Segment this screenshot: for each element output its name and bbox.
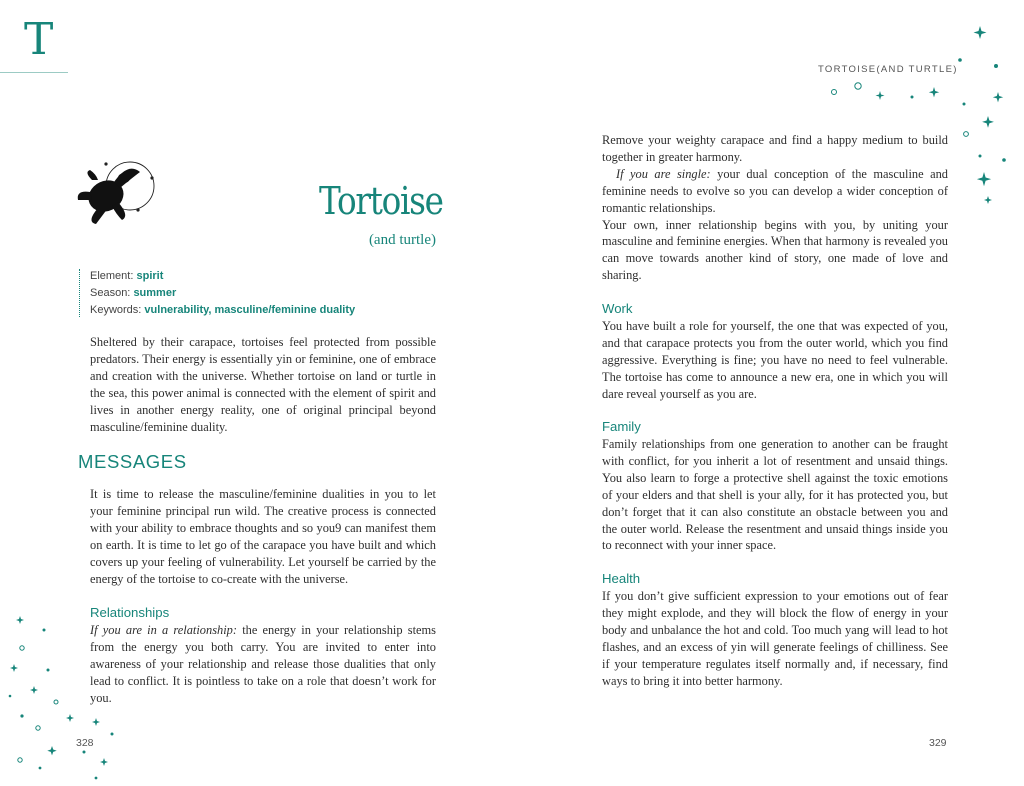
sparkle-star-icon <box>993 92 1003 102</box>
meta-season: Season: summer <box>90 287 177 299</box>
ring <box>18 758 22 762</box>
dot <box>963 103 966 106</box>
relationships-paragraph: If you are in a relationship: the energy in your relationship stems from the energy you both carry. You are invited to enter into awareness of your relationship and release those dualities that only lead to conflict. It is pointless to take on a role that doesn’t work for you. <box>90 623 436 705</box>
header-rule <box>0 72 68 73</box>
sparkle-star-icon <box>47 746 56 755</box>
running-head: TORTOISE(AND TURTLE) <box>818 64 958 75</box>
relationships-heading: Relationships <box>90 605 170 620</box>
entry-subtitle: (and turtle) <box>368 232 436 248</box>
meta-element: Element: spirit <box>90 270 164 282</box>
sparkle-star-icon <box>100 758 108 766</box>
ring <box>855 83 861 89</box>
dot <box>43 629 46 632</box>
ring <box>20 646 24 650</box>
family-heading: Family <box>602 419 641 434</box>
intro-paragraph: Sheltered by their carapace, tortoises feel protected from possible predators. Their energy is essentially yin or feminine, one of embrace and creation with the universe. Whether tortoise on land or turtle in the sea, this power animal is connected with the element of spirit and lives in another energy reality, one of original principal beyond masculine/feminine duality. <box>90 335 436 434</box>
dot <box>994 64 998 68</box>
dot <box>979 155 982 158</box>
turtle-silhouette-icon <box>74 158 160 230</box>
sparkle-star-icon <box>30 686 38 694</box>
sparkle-star-icon <box>16 616 24 624</box>
entry-title: Tortoise <box>319 179 443 223</box>
sparkle-star-icon <box>974 26 987 39</box>
ring <box>964 132 969 137</box>
work-heading: Work <box>602 301 633 316</box>
dot <box>1002 158 1006 162</box>
dot <box>39 767 42 770</box>
messages-heading: MESSAGES <box>78 451 187 472</box>
page-number-left: 328 <box>76 737 94 749</box>
sparkle-star-icon <box>929 87 939 97</box>
health-paragraph: If you don’t give sufficient expression to your emotions out of fear they might explode, and they will block the flow of energy in your body and unbalance the hot and cold. Too much yang will lead to hot flashes, and an excess of yin will generate feelings of chilliness. See if your temperature regulates itself normally and, if necessary, find ways to bring it into better harmony. <box>602 589 948 688</box>
dot <box>958 58 962 62</box>
dot <box>47 669 50 672</box>
dot <box>20 714 23 717</box>
ring <box>54 700 58 704</box>
dot <box>9 695 12 698</box>
meta-keywords: Keywords: vulnerability, masculine/feminine duality <box>90 304 356 316</box>
dot <box>83 751 86 754</box>
sparkle-star-icon <box>876 91 885 100</box>
work-paragraph: You have built a role for yourself, the one that was expected of you, and that carapace protects you from the outer world, which you find aggressive. Everything is fine; you have no need to feel vulnerable. The tortoise has come to announce a new era, one in which you will dare reveal yourself as you are. <box>602 319 948 401</box>
meta-dotted-bar <box>79 269 80 317</box>
sparkle-star-icon <box>977 172 991 186</box>
relationships-continued: Remove your weighty carapace and find a happy medium to build together in greater harmony. If you are single: your dual conception of the masculine and feminine needs to evolve so you can develop a wider conception of romantic relationships. Your own, inner relationship begins with you, by uniting your masculine and feminine energies. When that harmony is revealed you can move towards another kind of story, one made of love and sharing. <box>602 133 948 283</box>
dot <box>95 777 98 780</box>
ring <box>832 90 837 95</box>
sparkle-star-icon <box>92 718 100 726</box>
dot <box>111 733 114 736</box>
messages-paragraph: It is time to release the masculine/feminine dualities in you to let your feminine principal run wild. The creative process is connected with your ability to embrace thoughts and so you9 can manifest them on earth. It is time to let go of the carapace you have built and which covers up your feeling of vulnerability. Let yourself be carried by the energy of the tortoise to co-create with the universe. <box>90 487 436 586</box>
family-paragraph: Family relationships from one generation to another can be fraught with conflict, for you inherit a lot of resentment and unsaid things. You also learn to forge a protective shell against the toxic emotions of your elders and that shell is your ally, for it has protected you, but don’t forget that it can also constitute an obstacle between you and the outer world. Release the resentment and unsaid things inside you to reconnect with your inner space. <box>602 437 948 553</box>
sparkle-star-icon <box>66 714 74 722</box>
sparkle-star-icon <box>984 196 992 204</box>
ring <box>36 726 40 730</box>
dot <box>911 96 914 99</box>
health-heading: Health <box>602 571 641 586</box>
page-number-right: 329 <box>929 737 947 749</box>
entry-meta <box>90 268 355 319</box>
section-letter: T <box>24 14 54 65</box>
sparkle-star-icon <box>982 116 994 128</box>
sparkle-star-icon <box>10 664 18 672</box>
